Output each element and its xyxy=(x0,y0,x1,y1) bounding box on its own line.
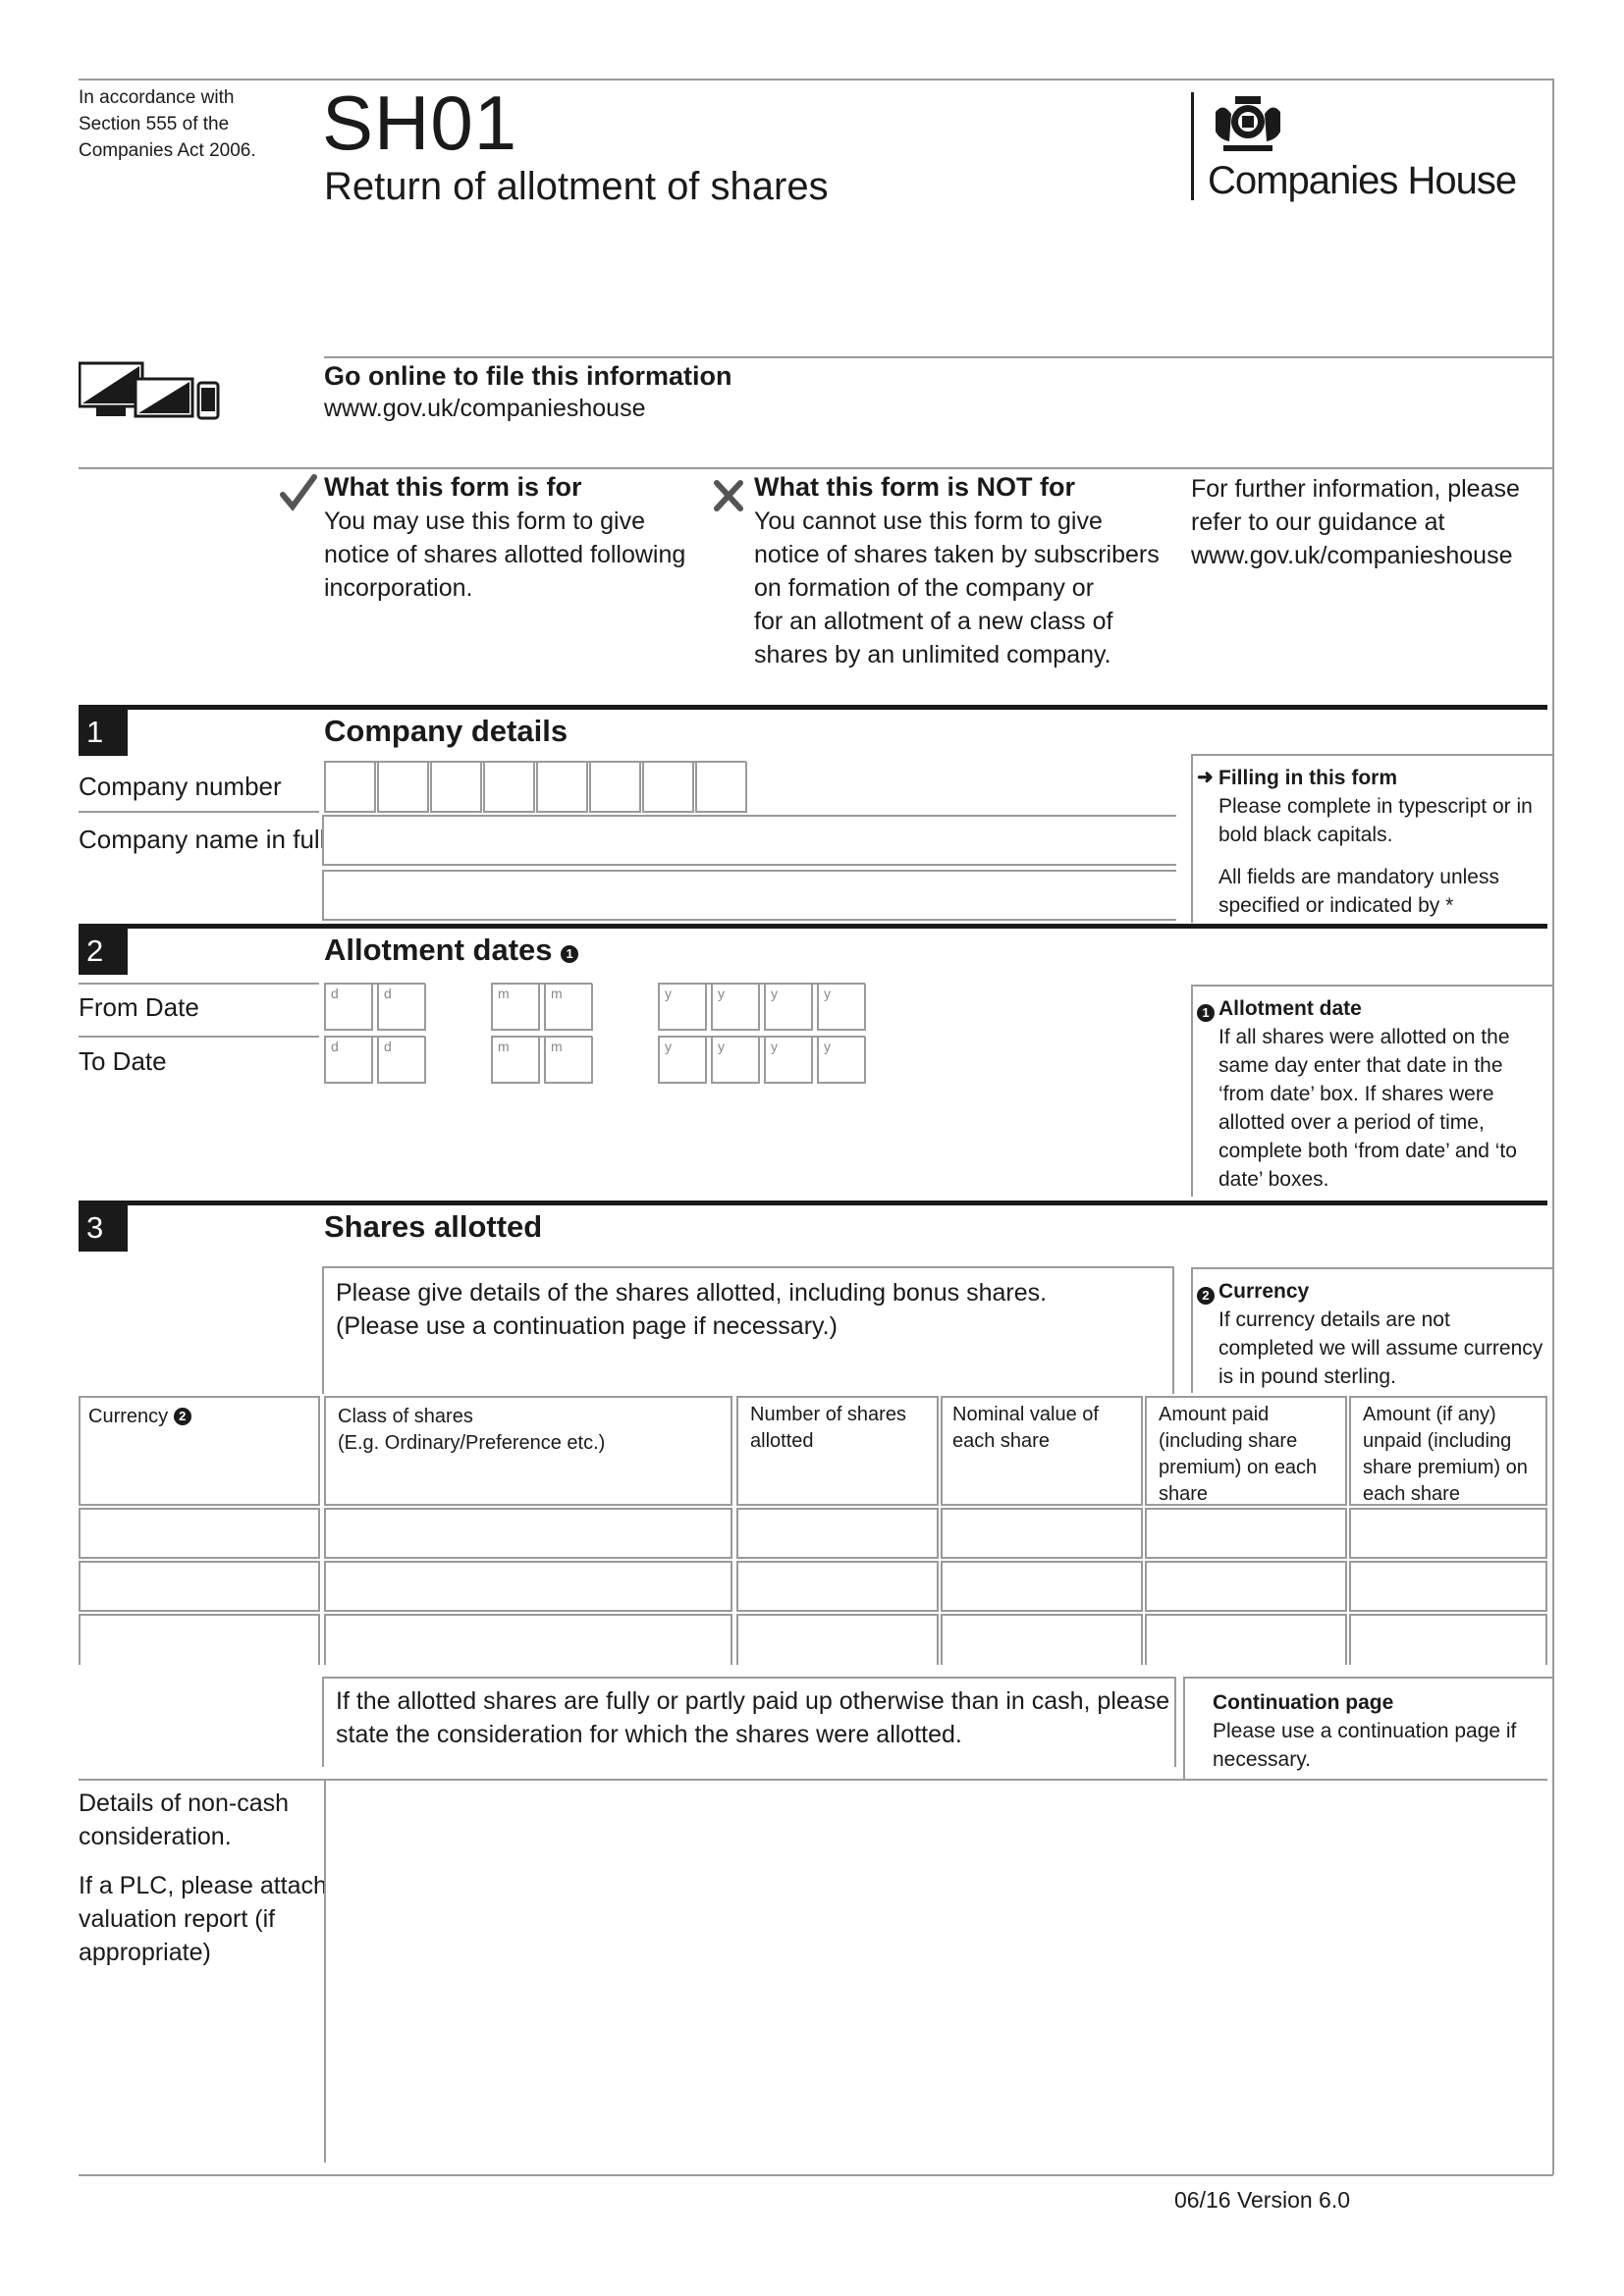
noncash-details-field[interactable] xyxy=(324,1780,1547,2163)
note-1-icon: 1 xyxy=(1197,1004,1215,1022)
from-year-3[interactable]: y xyxy=(764,984,813,1031)
online-title: Go online to file this information xyxy=(324,361,732,391)
version-text: 06/16 Version 6.0 xyxy=(1174,2187,1351,2213)
row2-unpaid[interactable] xyxy=(1349,1561,1547,1612)
form-title: Return of allotment of shares xyxy=(324,165,829,208)
to-year-3[interactable]: y xyxy=(764,1037,813,1084)
from-day-1[interactable]: d xyxy=(324,984,373,1031)
th-paid: Amount paid (including share premium) on each share xyxy=(1145,1396,1347,1506)
filling-note: ➜ Filling in this form Please complete in typescript or in bold black capitals. All fields are mandatory unless specified or indicated by * xyxy=(1191,754,1553,923)
for-title: What this form is for xyxy=(324,472,582,502)
section2-rule xyxy=(79,924,1547,929)
company-name-label: Company name in full xyxy=(79,825,326,854)
section1-number: 1 xyxy=(79,709,128,756)
form-code: SH01 xyxy=(322,80,518,166)
to-month-2[interactable]: m xyxy=(544,1037,593,1084)
company-number-box-5[interactable] xyxy=(536,762,588,813)
from-date-label: From Date xyxy=(79,992,199,1022)
row2-currency[interactable] xyxy=(79,1561,320,1612)
to-year-2[interactable]: y xyxy=(711,1037,760,1084)
note-1-marker: 1 xyxy=(561,945,578,963)
to-year-4[interactable]: y xyxy=(817,1037,866,1084)
row3-number[interactable] xyxy=(736,1614,939,1665)
check-icon xyxy=(279,473,318,512)
for-text: You may use this form to give notice of shares allotted following incorporation. xyxy=(324,507,686,602)
to-date-top xyxy=(79,1036,319,1038)
online-top-rule xyxy=(324,356,1553,358)
page-bottom-rule xyxy=(79,2174,1553,2176)
section3-number: 3 xyxy=(79,1204,128,1252)
row1-currency[interactable] xyxy=(79,1508,320,1559)
row2-paid[interactable] xyxy=(1145,1561,1347,1612)
row1-number[interactable] xyxy=(736,1508,939,1559)
row2-class[interactable] xyxy=(324,1561,732,1612)
crest-icon xyxy=(1210,92,1286,157)
section1-rule xyxy=(79,705,1547,710)
company-number-box-7[interactable] xyxy=(642,762,694,813)
company-name-field-2[interactable] xyxy=(322,870,1176,921)
from-month-1[interactable]: m xyxy=(491,984,540,1031)
section2-number: 2 xyxy=(79,928,128,975)
row2-nominal[interactable] xyxy=(941,1561,1143,1612)
th-class: Class of shares (E.g. Ordinary/Preference etc.) xyxy=(324,1396,732,1506)
section1-title: Company details xyxy=(324,714,568,748)
to-day-1[interactable]: d xyxy=(324,1037,373,1084)
shares-intro-box: Please give details of the shares allotted, including bonus shares. (Please use a continuation page if necessary.) xyxy=(322,1266,1174,1394)
to-day-2[interactable]: d xyxy=(377,1037,426,1084)
th-currency: Currency 2 xyxy=(79,1396,320,1506)
filling-note-title: Filling in this form xyxy=(1218,767,1397,789)
devices-icon xyxy=(79,361,221,422)
to-month-1[interactable]: m xyxy=(491,1037,540,1084)
company-number-box-3[interactable] xyxy=(430,762,482,813)
section3-title: Shares allotted xyxy=(324,1209,543,1244)
row2-number[interactable] xyxy=(736,1561,939,1612)
plc-label: If a PLC, please attach valuation report (if appropriate) xyxy=(79,1872,327,1966)
page-top-border xyxy=(79,79,1553,80)
noncash-label: Details of non-cash consideration. xyxy=(79,1789,290,1850)
allotment-date-note-title: Allotment date xyxy=(1218,997,1362,1020)
currency-note-title: Currency xyxy=(1218,1280,1310,1303)
th-unpaid: Amount (if any) unpaid (including share premium) on each share xyxy=(1349,1396,1547,1506)
cross-icon xyxy=(713,479,744,512)
section2-title: Allotment dates 1 xyxy=(324,933,578,968)
continuation-note: Continuation page Please use a continuation page if necessary. xyxy=(1183,1677,1553,1779)
further-info: For further information, please refer to our guidance at www.gov.uk/companieshouse xyxy=(1191,475,1520,569)
from-year-2[interactable]: y xyxy=(711,984,760,1031)
from-day-2[interactable]: d xyxy=(377,984,426,1031)
company-number-box-8[interactable] xyxy=(695,762,747,813)
th-nominal: Nominal value of each share xyxy=(941,1396,1143,1506)
logo-text: Companies House xyxy=(1208,159,1517,202)
th-number: Number of shares allotted xyxy=(736,1396,939,1506)
row3-nominal[interactable] xyxy=(941,1614,1143,1665)
company-number-box-4[interactable] xyxy=(483,762,535,813)
purpose-top-rule xyxy=(79,467,1553,469)
row1-class[interactable] xyxy=(324,1508,732,1559)
company-number-box-6[interactable] xyxy=(589,762,641,813)
to-date-label: To Date xyxy=(79,1046,167,1076)
consideration-box: If the allotted shares are fully or partly paid up otherwise than in cash, please state the consideration for which the shares were allotted. xyxy=(322,1677,1176,1767)
company-number-underline xyxy=(79,811,319,813)
currency-note: 2 Currency If currency details are not completed we will assume currency is in pound sterling. xyxy=(1191,1267,1553,1393)
section3-rule xyxy=(79,1201,1547,1205)
row3-class[interactable] xyxy=(324,1614,732,1665)
row3-currency[interactable] xyxy=(79,1614,320,1665)
row3-unpaid[interactable] xyxy=(1349,1614,1547,1665)
from-year-4[interactable]: y xyxy=(817,984,866,1031)
logo-divider xyxy=(1191,92,1194,200)
from-month-2[interactable]: m xyxy=(544,984,593,1031)
note-2-icon: 2 xyxy=(1197,1287,1215,1305)
row3-paid[interactable] xyxy=(1145,1614,1347,1665)
company-name-field-1[interactable] xyxy=(322,815,1176,866)
allotment-date-note: 1 Allotment date If all shares were allotted on the same day enter that date in the ‘from date’ box. If shares were allotted over a period of time, complete both ‘from date’ and ‘to date’ boxes. xyxy=(1191,985,1553,1197)
arrow-right-icon: ➜ xyxy=(1197,767,1214,788)
note-2-marker: 2 xyxy=(174,1408,191,1425)
online-url[interactable]: www.gov.uk/companieshouse xyxy=(324,395,646,422)
row1-paid[interactable] xyxy=(1145,1508,1347,1559)
company-number-box-2[interactable] xyxy=(377,762,429,813)
from-date-top xyxy=(79,983,319,985)
not-for-text: You cannot use this form to give notice of shares taken by subscribers on formation of the company or for an allotment of a new class of shares by an unlimited company. xyxy=(754,507,1160,668)
row1-nominal[interactable] xyxy=(941,1508,1143,1559)
from-year-1[interactable]: y xyxy=(658,984,707,1031)
company-number-box-1[interactable] xyxy=(324,762,376,813)
not-for-title: What this form is NOT for xyxy=(754,472,1075,502)
accordance-text: In accordance with Section 555 of the Companies Act 2006. xyxy=(79,87,256,161)
company-number-label: Company number xyxy=(79,772,282,801)
to-year-1[interactable]: y xyxy=(658,1037,707,1084)
row1-unpaid[interactable] xyxy=(1349,1508,1547,1559)
